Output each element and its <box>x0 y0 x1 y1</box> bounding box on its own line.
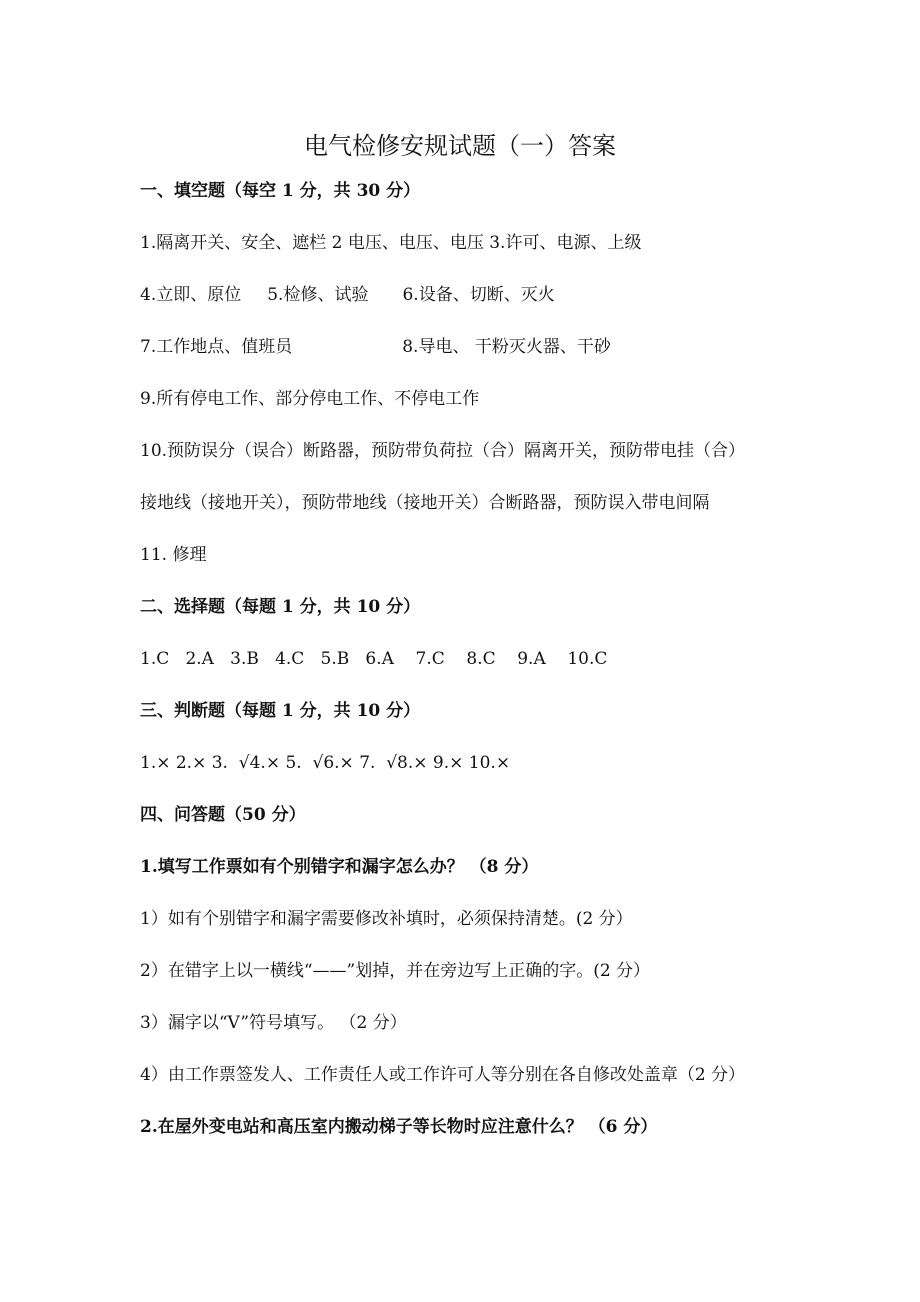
section-4-heading: 四、问答题（50 分） <box>140 805 306 825</box>
question-1-answer-1: 1）如有个别错字和漏字需要修改补填时，必须保持清楚。(2 分） <box>140 909 633 929</box>
answer-7: 7.工作地点、值班员 <box>140 337 293 357</box>
section-2-answers: 1.C 2.A 3.B 4.C 5.B 6.A 7.C 8.C 9.A 10.C <box>140 649 608 669</box>
answer-4: 4.立即、原位 <box>140 285 242 305</box>
question-1-answer-3: 3）漏字以“V”符号填写。 （2 分） <box>140 1013 407 1033</box>
section-1-line-7: 11. 修理 <box>140 545 207 565</box>
section-1-line-4: 9.所有停电工作、部分停电工作、不停电工作 <box>140 389 480 409</box>
section-1-line-1: 1.隔离开关、安全、遮栏 2 电压、电压、电压 3.许可、电源、上级 <box>140 233 642 253</box>
answer-6: 6.设备、切断、灭火 <box>402 285 555 305</box>
document-title: 电气检修安规试题（一）答案 <box>304 132 616 160</box>
section-1-line-5: 10.预防误分（误合）断路器，预防带负荷拉（合）隔离开关，预防带电挂（合） <box>140 441 746 461</box>
answer-5: 5.检修、试验 <box>267 285 369 305</box>
question-2: 2.在屋外变电站和高压室内搬动梯子等长物时应注意什么？ （6 分） <box>140 1117 658 1137</box>
section-1-line-3 <box>140 334 611 360</box>
answer-8: 8.导电、 干粉灭火器、干砂 <box>402 337 611 357</box>
question-1: 1.填写工作票如有个别错字和漏字怎么办？ （8 分） <box>140 857 539 877</box>
section-3-answers: 1.× 2.× 3. √4.× 5. √6.× 7. √8.× 9.× 10.× <box>140 753 511 773</box>
section-1-line-2 <box>140 282 555 308</box>
question-1-answer-4: 4）由工作票签发人、工作责任人或工作许可人等分别在各自修改处盖章（2 分） <box>140 1065 746 1085</box>
section-3-heading: 三、判断题（每题 1 分，共 10 分） <box>140 701 421 721</box>
section-2-heading: 二、选择题（每题 1 分，共 10 分） <box>140 597 421 617</box>
section-1-line-6: 接地线（接地开关），预防带地线（接地开关）合断路器，预防误入带电间隔 <box>140 493 710 513</box>
section-1-heading: 一、填空题（每空 1 分，共 30 分） <box>140 181 421 201</box>
question-1-answer-2: 2）在错字上以一横线“——”划掉，并在旁边写上正确的字。(2 分） <box>140 961 651 981</box>
